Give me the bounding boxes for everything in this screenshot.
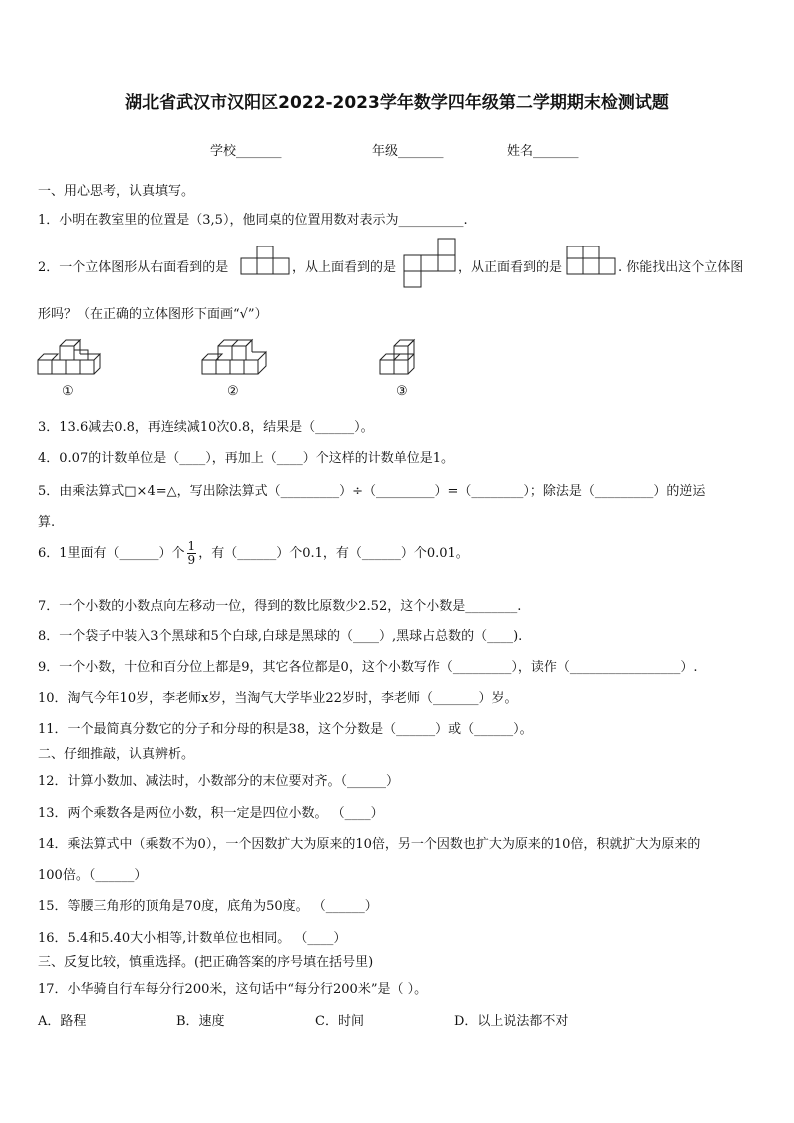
question-2-text-b: ，从上面看到的是 bbox=[292, 260, 397, 275]
question-6-post: ，有（______）个0.1，有（______）个0.01。 bbox=[198, 546, 469, 561]
question-3: 3．13.6减去0.8，再连续减10次0.8，结果是（______）。 bbox=[38, 420, 374, 435]
question-14-cont: 100倍。（______） bbox=[38, 868, 148, 883]
question-8: 8．一个袋子中装入3个黑球和5个白球,白球是黑球的（____）,黑球占总数的（____). bbox=[38, 629, 523, 644]
grade-field: 年级_______ bbox=[372, 144, 444, 159]
question-5-cont: 算. bbox=[38, 515, 56, 530]
solid-figure-3 bbox=[378, 332, 424, 380]
section-1-heading: 一、用心思考，认真填写。 bbox=[38, 184, 195, 199]
name-field: 姓名_______ bbox=[507, 144, 579, 159]
question-2-text-d: . 你能找出这个立体图 bbox=[618, 260, 744, 275]
question-13: 13．两个乘数各是两位小数，积一定是四位小数。 （____） bbox=[38, 806, 384, 821]
fraction-numerator: 1 bbox=[187, 539, 196, 553]
section-2-heading: 二、仔细推敲，认真辨析。 bbox=[38, 747, 195, 762]
option-label-1: ① bbox=[62, 384, 74, 399]
top-view-figure bbox=[403, 238, 457, 288]
question-6 bbox=[38, 540, 469, 567]
question-6-pre: 6．1里面有（______）个 bbox=[38, 546, 185, 561]
question-1: 1．小明在教室里的位置是（3,5），他同桌的位置用数对表示为__________. bbox=[38, 213, 468, 228]
question-14: 14．乘法算式中（乘数不为0），一个因数扩大为原来的10倍，另一个因数也扩大为原来的10倍，积就扩大为原来的 bbox=[38, 837, 701, 852]
question-2-text-c: ，从正面看到的是 bbox=[458, 260, 563, 275]
question-2-text-a: 2．一个立体图形从右面看到的是 bbox=[38, 260, 229, 275]
front-view-figure bbox=[566, 246, 618, 276]
question-12: 12．计算小数加、减法时，小数部分的末位要对齐。（______） bbox=[38, 774, 400, 789]
question-10: 10．淘气今年10岁，李老师x岁，当淘气大学毕业22岁时，李老师（_______）岁。 bbox=[38, 691, 518, 706]
fraction-denominator: 9 bbox=[187, 553, 196, 567]
choice-b: B．速度 bbox=[176, 1014, 225, 1029]
solid-figure-2 bbox=[200, 332, 274, 380]
section-3-heading: 三、反复比较，慎重选择。(把正确答案的序号填在括号里) bbox=[38, 955, 374, 970]
question-11: 11．一个最简真分数它的分子和分母的积是38，这个分数是（______）或（______）。 bbox=[38, 722, 533, 737]
school-field: 学校_______ bbox=[210, 144, 282, 159]
question-2-text-e: 形吗？（在正确的立体图形下面画“√”） bbox=[38, 307, 268, 322]
option-label-2: ② bbox=[227, 384, 239, 399]
question-5: 5．由乘法算式□×4=△，写出除法算式（_________）÷（_________）=（________）；除法是（_________）的逆运 bbox=[38, 484, 706, 499]
question-15: 15．等腰三角形的顶角是70度，底角为50度。 （______） bbox=[38, 899, 378, 914]
choice-a: A．路程 bbox=[38, 1014, 87, 1029]
question-7: 7．一个小数的小数点向左移动一位，得到的数比原数少2.52，这个小数是________. bbox=[38, 599, 522, 614]
solid-figure-1 bbox=[36, 332, 108, 380]
option-label-3: ③ bbox=[396, 384, 408, 399]
right-view-figure bbox=[240, 246, 292, 276]
question-16: 16．5.4和5.40大小相等,计数单位也相同。 （____） bbox=[38, 931, 347, 946]
question-4: 4．0.07的计数单位是（____），再加上（____）个这样的计数单位是1。 bbox=[38, 451, 454, 466]
page-title: 湖北省武汉市汉阳区2022-2023学年数学四年级第二学期期末检测试题 bbox=[125, 93, 669, 113]
choice-c: C．时间 bbox=[315, 1014, 364, 1029]
fraction-one-ninth bbox=[187, 540, 197, 567]
question-17: 17．小华骑自行车每分行200米，这句话中“每分行200米”是（ ）。 bbox=[38, 982, 428, 997]
question-9: 9．一个小数，十位和百分位上都是9，其它各位都是0，这个小数写作（_________），读作（_________________）. bbox=[38, 660, 698, 675]
choice-d: D．以上说法都不对 bbox=[454, 1014, 569, 1029]
